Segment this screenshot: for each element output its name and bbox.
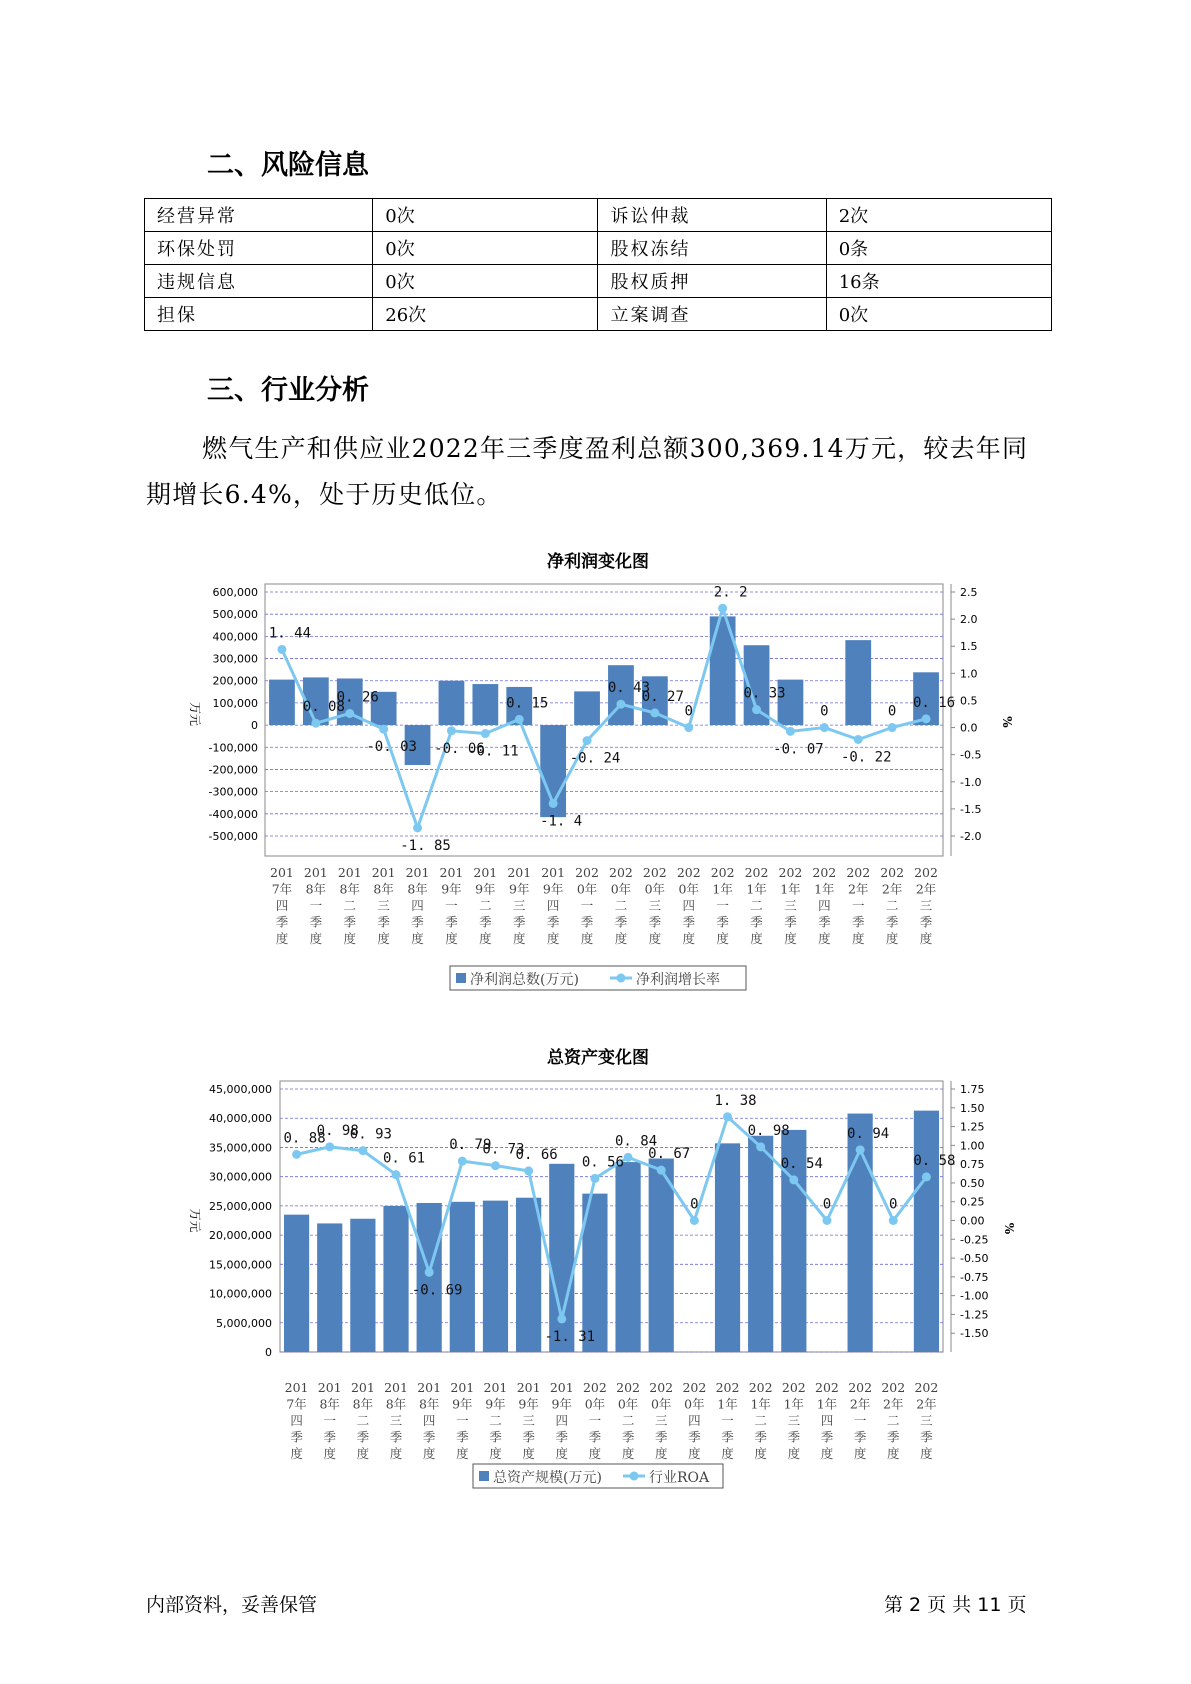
risk-item-value: 0条 xyxy=(826,232,1051,265)
y2-tick-label: 2.5 xyxy=(960,586,978,599)
x-tick-label: 201 7年四季度 xyxy=(284,1380,309,1461)
data-label: 0 xyxy=(822,1196,832,1213)
risk-item-value: 0次 xyxy=(826,298,1051,331)
data-label: 0. 88 xyxy=(283,1130,326,1147)
y2-axis-title: % xyxy=(1000,716,1014,728)
x-tick-label: 202 2年三季度 xyxy=(914,1380,939,1461)
y-tick-label: -500,000 xyxy=(208,830,258,843)
bar xyxy=(516,1198,541,1352)
line-point xyxy=(292,1150,301,1159)
legend-line-marker xyxy=(630,1472,639,1481)
y2-tick-label: -0.5 xyxy=(960,748,982,762)
y-tick-label: 200,000 xyxy=(212,674,258,688)
y2-tick-label: 0.50 xyxy=(960,1176,985,1190)
y-tick-label: 25,000,000 xyxy=(209,1199,272,1213)
bar xyxy=(269,680,295,725)
y2-tick-label: -0.50 xyxy=(960,1252,989,1266)
x-tick-label: 202 1年一季度 xyxy=(710,865,735,946)
line-point xyxy=(718,604,727,613)
risk-table-row xyxy=(145,298,1052,331)
line-point xyxy=(752,705,761,714)
y-tick-label: -200,000 xyxy=(208,763,258,777)
section-2-heading: 二、风险信息 xyxy=(207,150,369,181)
y-tick-label: 600,000 xyxy=(212,586,258,599)
x-tick-label: 202 2年三季度 xyxy=(914,865,938,946)
line-point xyxy=(311,719,320,728)
risk-item-label: 违规信息 xyxy=(145,265,373,298)
line-point xyxy=(358,1146,367,1155)
y-tick-label: 500,000 xyxy=(212,608,258,622)
risk-item-value: 2次 xyxy=(826,199,1051,232)
data-label: -0. 06 xyxy=(434,740,485,757)
data-label: 0. 79 xyxy=(449,1137,492,1154)
y2-tick-label: -2.0 xyxy=(960,830,982,843)
net-profit-chart xyxy=(0,540,1191,1000)
data-label: 0. 73 xyxy=(482,1141,525,1158)
line-point xyxy=(650,708,659,717)
x-tick-label: 201 8年一季度 xyxy=(303,865,328,946)
y-tick-label: 45,000,000 xyxy=(209,1083,272,1096)
x-tick-label: 202 1年四季度 xyxy=(812,865,837,946)
data-label: -0. 69 xyxy=(411,1282,463,1299)
line-point xyxy=(723,1112,732,1121)
data-label: -1. 85 xyxy=(400,837,451,854)
data-label: 0. 58 xyxy=(913,1152,956,1169)
x-tick-label: 202 0年四季度 xyxy=(676,865,701,946)
x-tick-label: 202 0年一季度 xyxy=(582,1380,607,1461)
data-label: -0. 07 xyxy=(773,741,824,758)
data-label: 2. 2 xyxy=(713,584,748,601)
chart-title: 总资产变化图 xyxy=(547,1048,649,1068)
y2-tick-label: 0.25 xyxy=(960,1195,985,1209)
bar xyxy=(715,1143,740,1352)
risk-item-value: 0次 xyxy=(373,199,598,232)
y-tick-label: 30,000,000 xyxy=(209,1170,272,1184)
y2-tick-label: -1.5 xyxy=(960,802,982,816)
x-tick-label: 201 8年二季度 xyxy=(350,1380,375,1461)
x-tick-label: 202 0年四季度 xyxy=(682,1380,707,1461)
y-tick-label: 40,000,000 xyxy=(209,1112,272,1126)
y2-tick-label: 0.0 xyxy=(960,721,978,735)
chart-legend xyxy=(473,1464,723,1488)
line-point xyxy=(822,1216,831,1225)
data-label: 1. 44 xyxy=(268,625,312,642)
chart-legend xyxy=(450,966,746,990)
x-tick-label: 202 0年二季度 xyxy=(616,1380,641,1461)
section-3-heading: 三、行业分析 xyxy=(207,375,369,406)
y2-tick-label: -1.50 xyxy=(960,1327,989,1341)
legend-bar-swatch xyxy=(479,1471,489,1481)
line-point xyxy=(786,727,795,736)
y-axis-title: 万元 xyxy=(188,1208,202,1233)
x-tick-label: 202 1年三季度 xyxy=(781,1380,806,1461)
legend-line-label: 行业ROA xyxy=(649,1470,710,1486)
line-point xyxy=(524,1166,533,1175)
x-tick-label: 201 9年三季度 xyxy=(516,1380,541,1461)
y2-axis-title: % xyxy=(1002,1222,1016,1235)
bar xyxy=(417,1203,442,1352)
line-point xyxy=(325,1142,334,1151)
line-point xyxy=(447,726,456,735)
risk-item-label: 环保处罚 xyxy=(145,232,373,265)
data-label: 0. 15 xyxy=(506,695,549,712)
line-point xyxy=(856,1145,865,1154)
footer-page-number: 第 2 页 共 11 页 xyxy=(884,1594,1027,1616)
y-tick-label: -100,000 xyxy=(208,741,258,755)
y2-tick-label: 1.75 xyxy=(960,1083,985,1096)
line-point xyxy=(624,1153,633,1162)
line-point xyxy=(425,1268,434,1277)
x-tick-label: 201 8年一季度 xyxy=(317,1380,342,1461)
line-point xyxy=(458,1157,467,1166)
y-tick-label: 20,000,000 xyxy=(209,1229,272,1243)
x-tick-label: 201 9年四季度 xyxy=(549,1380,574,1461)
risk-table-row xyxy=(145,265,1052,298)
line-point xyxy=(549,799,558,808)
data-label: 0. 67 xyxy=(648,1146,691,1163)
data-label: 0 xyxy=(820,703,829,720)
bar xyxy=(317,1223,342,1352)
y-tick-label: -400,000 xyxy=(208,807,258,821)
data-label: -0. 11 xyxy=(468,743,519,760)
data-label: 0. 27 xyxy=(641,688,684,705)
x-tick-label: 202 1年三季度 xyxy=(778,865,803,946)
x-tick-label: 202 0年三季度 xyxy=(642,865,667,946)
y-tick-label: 0 xyxy=(265,1346,272,1359)
bar xyxy=(574,691,600,725)
bar xyxy=(439,681,465,725)
x-tick-label: 202 1年二季度 xyxy=(748,1380,773,1461)
bar xyxy=(845,640,871,725)
data-label: 0 xyxy=(684,703,693,720)
line-point xyxy=(690,1216,699,1225)
x-tick-label: 201 9年三季度 xyxy=(507,865,532,946)
data-label: 0. 54 xyxy=(780,1155,823,1172)
line-point xyxy=(345,709,354,718)
bar xyxy=(383,1206,408,1352)
x-tick-label: 201 9年一季度 xyxy=(450,1380,475,1461)
line-point xyxy=(657,1166,666,1175)
risk-item-label: 经营异常 xyxy=(145,199,373,232)
line-point xyxy=(889,1216,898,1225)
y-tick-label: 100,000 xyxy=(212,696,258,710)
total-assets-chart-svg xyxy=(0,1040,1191,1500)
data-label: -0. 03 xyxy=(366,739,417,756)
line-point xyxy=(684,723,693,732)
data-label: 0. 98 xyxy=(316,1122,359,1139)
x-tick-label: 201 8年三季度 xyxy=(384,1380,408,1461)
data-label: -1. 4 xyxy=(540,813,583,830)
x-tick-label: 201 9年二季度 xyxy=(473,865,498,946)
y2-tick-label: -1.25 xyxy=(960,1308,989,1322)
y2-tick-label: -0.25 xyxy=(960,1233,989,1247)
data-label: 0. 61 xyxy=(382,1150,426,1167)
y2-tick-label: 1.5 xyxy=(960,640,978,654)
data-label: 0. 93 xyxy=(349,1126,392,1143)
y2-tick-label: -0.75 xyxy=(960,1270,989,1284)
data-label: 0. 16 xyxy=(912,694,956,711)
y2-tick-label: 1.00 xyxy=(960,1139,985,1153)
footer-confidential: 内部资料，妥善保管 xyxy=(146,1594,318,1616)
legend-line-marker xyxy=(617,974,626,983)
bar xyxy=(472,684,498,725)
line-point xyxy=(379,725,388,734)
x-tick-label: 202 0年一季度 xyxy=(575,865,599,946)
x-tick-label: 201 8年四季度 xyxy=(405,865,430,946)
risk-item-label: 股权质押 xyxy=(598,265,826,298)
data-label: 0. 56 xyxy=(581,1154,625,1171)
line-point xyxy=(756,1142,765,1151)
y2-tick-label: 1.50 xyxy=(960,1101,985,1115)
risk-item-value: 16条 xyxy=(826,265,1051,298)
y-tick-label: 5,000,000 xyxy=(216,1316,272,1330)
data-label: 0. 84 xyxy=(614,1133,658,1150)
y2-tick-label: 0.5 xyxy=(960,694,978,708)
data-label: 0 xyxy=(690,1196,699,1213)
x-tick-label: 202 2年一季度 xyxy=(846,865,871,946)
y2-tick-label: -1.0 xyxy=(960,775,982,789)
data-label: -0. 24 xyxy=(569,750,621,767)
risk-item-label: 诉讼仲裁 xyxy=(598,199,826,232)
legend-bar-label: 总资产规模(万元) xyxy=(493,1470,602,1486)
x-tick-label: 201 9年二季度 xyxy=(483,1380,508,1461)
line-point xyxy=(491,1161,500,1170)
bar xyxy=(483,1201,508,1352)
risk-table-row xyxy=(145,232,1052,265)
risk-table-row xyxy=(145,199,1052,232)
data-label: 1. 38 xyxy=(714,1092,757,1109)
line-point xyxy=(590,1174,599,1183)
y-tick-label: 400,000 xyxy=(212,630,258,644)
data-label: -0. 22 xyxy=(840,749,892,766)
line-point xyxy=(481,729,490,738)
data-label: 0. 43 xyxy=(607,680,651,697)
chart-title: 净利润变化图 xyxy=(547,552,649,572)
line-point xyxy=(616,700,625,709)
y-axis-title: 万元 xyxy=(188,701,202,727)
line-point xyxy=(515,715,524,724)
data-label: 0. 26 xyxy=(336,689,379,706)
legend-bar-swatch xyxy=(456,973,466,983)
x-tick-label: 202 2年二季度 xyxy=(881,1380,906,1461)
total-assets-chart xyxy=(0,1040,1191,1500)
x-tick-label: 202 2年二季度 xyxy=(880,865,905,946)
line-point xyxy=(277,645,286,654)
industry-analysis-paragraph: 燃气生产和供应业2022年三季度盈利总额300,369.14万元，较去年同期增长6.4%，处于历史低位。 xyxy=(146,434,1029,509)
data-label: 0 xyxy=(889,1196,898,1213)
x-tick-label: 201 8年四季度 xyxy=(417,1380,442,1461)
data-label: -1. 31 xyxy=(544,1328,596,1345)
y2-tick-label: 1.25 xyxy=(960,1120,985,1134)
x-tick-label: 201 9年一季度 xyxy=(439,865,464,946)
risk-item-label: 担保 xyxy=(145,298,373,331)
bar xyxy=(649,1159,674,1352)
risk-item-value: 0次 xyxy=(373,265,598,298)
bar xyxy=(284,1215,309,1352)
bar xyxy=(549,1164,574,1352)
risk-item-value: 26次 xyxy=(373,298,598,331)
x-tick-label: 202 1年一季度 xyxy=(715,1380,740,1461)
y2-tick-label: -1.00 xyxy=(960,1289,989,1303)
line-point xyxy=(392,1170,401,1179)
x-tick-label: 201 7年四季度 xyxy=(270,865,294,946)
data-label: 0 xyxy=(887,703,897,720)
net-profit-chart-svg xyxy=(0,540,1191,1000)
x-tick-label: 202 1年四季度 xyxy=(815,1380,839,1461)
line-point xyxy=(820,723,829,732)
data-label: 0. 98 xyxy=(747,1122,790,1139)
bar xyxy=(350,1219,375,1352)
risk-item-label: 股权冻结 xyxy=(598,232,826,265)
y-tick-label: 15,000,000 xyxy=(209,1258,272,1272)
x-tick-label: 202 2年一季度 xyxy=(848,1380,873,1461)
x-tick-label: 201 8年三季度 xyxy=(371,865,396,946)
x-tick-label: 202 0年三季度 xyxy=(649,1380,674,1461)
bar xyxy=(914,1111,939,1352)
bar xyxy=(615,1162,640,1352)
y2-tick-label: 0.75 xyxy=(960,1158,985,1172)
risk-info-table xyxy=(144,198,1052,331)
y-tick-label: -300,000 xyxy=(208,785,258,799)
data-label: 0. 66 xyxy=(515,1146,558,1163)
y-tick-label: 300,000 xyxy=(212,652,258,666)
plot-frame xyxy=(280,1081,943,1352)
y-tick-label: 10,000,000 xyxy=(209,1287,272,1301)
line-point xyxy=(557,1314,566,1323)
line-point xyxy=(922,1172,931,1181)
line-point xyxy=(854,735,863,744)
x-tick-label: 202 1年二季度 xyxy=(744,865,769,946)
y2-tick-label: 1.0 xyxy=(960,667,978,681)
legend-bar-label: 净利润总数(万元) xyxy=(470,972,579,988)
risk-item-label: 立案调查 xyxy=(598,298,826,331)
bar xyxy=(748,1136,773,1352)
y-tick-label: 0 xyxy=(251,719,258,733)
line-point xyxy=(583,736,592,745)
x-tick-label: 201 8年二季度 xyxy=(337,865,362,946)
data-label: 0. 94 xyxy=(847,1125,890,1142)
y-tick-label: 35,000,000 xyxy=(209,1141,272,1155)
y2-tick-label: 2.0 xyxy=(960,613,978,627)
data-label: 0. 33 xyxy=(743,685,786,702)
y2-tick-label: 0.00 xyxy=(960,1214,985,1228)
line-point xyxy=(413,823,422,832)
x-tick-label: 202 0年二季度 xyxy=(609,865,633,946)
bar xyxy=(450,1202,475,1352)
line-point xyxy=(789,1175,798,1184)
line-point xyxy=(922,714,931,723)
x-tick-label: 201 9年四季度 xyxy=(541,865,566,946)
legend-line-label: 净利润增长率 xyxy=(636,972,720,988)
risk-item-value: 0次 xyxy=(373,232,598,265)
line-point xyxy=(888,723,897,732)
data-label: 0. 08 xyxy=(302,699,345,716)
